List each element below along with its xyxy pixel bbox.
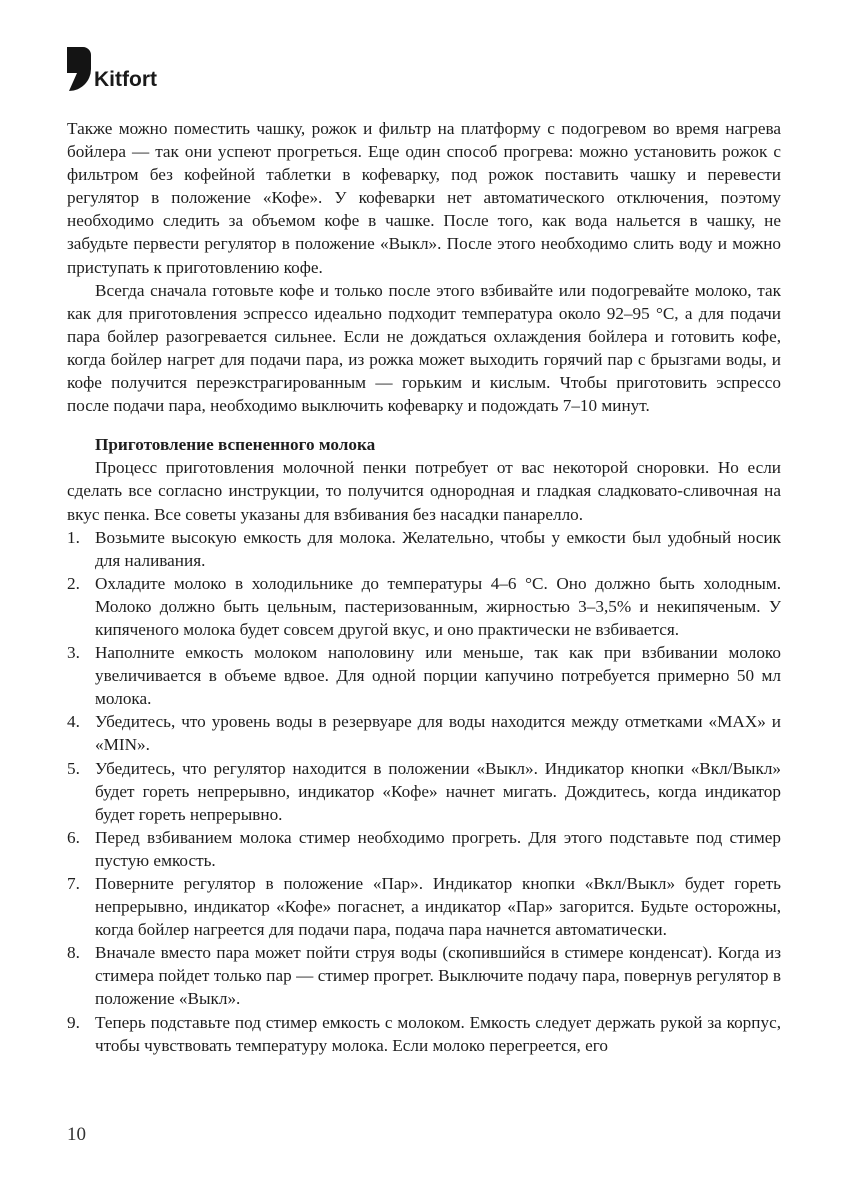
paragraph: Всегда сначала готовьте кофе и только после этого взбивайте или подогревайте молоко, так как для приготовления эспрессо идеально подходит температура около 92–95 °С, а для подачи пара бойлер разогревается сильнее. Если не дождаться охлаждения бойлера и готовить кофе, когда бойлер нагрет для подачи пара, из рожка может выходить горячий пар с брызгами воды, и кофе получится переэкстрагированным — горьким и кислым. Чтобы приготовить эспрессо после подачи пара, необходимо выключить кофеварку и подождать 7–10 минут. (67, 280, 781, 416)
steps-list (67, 526, 781, 1057)
list-item (67, 641, 781, 710)
list-item-text: Наполните емкость молоком наполовину или меньше, так как при взбивании молоко увеличивается в объеме вдвое. Для одной порции капучино потребуется примерно 50 мл молока. (95, 643, 781, 709)
list-item (67, 526, 781, 572)
brand-name: Kitfort (94, 68, 157, 91)
list-item (67, 826, 781, 872)
paragraph: Также можно поместить чашку, рожок и фильтр на платформу с подогревом во время нагрева бойлера — так они успеют прогреться. Еще один способ прогрева: можно установить рожок с фильтром без кофейной таблетки в кофеварку, под рожок поставить чашку и перевести регулятор в положение «Кофе». У кофеварки нет автоматического отключения, поэтому необходимо следить за объемом кофе в чашке. После того, как вода нальется в чашку, не забудьте первести регулятор в положение «Выкл». После этого необходимо слить воду и можно приступать к приготовлению кофе. (67, 119, 781, 277)
list-item-number: 1. (67, 527, 80, 547)
list-item-number: 3. (67, 643, 80, 663)
page-number: 10 (67, 1124, 86, 1145)
list-item-number: 9. (67, 1012, 80, 1032)
kitfort-logo-icon (67, 47, 91, 91)
list-item-text: Перед взбиванием молока стимер необходимо прогреть. Для этого подставьте под стимер пустую емкость. (95, 827, 781, 870)
list-item-text: Убедитесь, что уровень воды в резервуаре для воды находится между отметками «MAX» и «MIN». (95, 712, 781, 755)
list-item-number: 7. (67, 874, 80, 893)
section-intro: Процесс приготовления молочной пенки потребует от вас некоторой сноровки. Но если сделать все согласно инструкции, то получится однородная и гладкая сладковато-сливочная на вкус пенка. Все советы указаны для взбивания без насадки панарелло. (67, 458, 781, 524)
list-item-text: Убедитесь, что регулятор находится в положении «Выкл». Индикатор кнопки «Вкл/Выкл» будет гореть непрерывно, индикатор «Кофе» начнет мигать. Дождитесь, когда индикатор будет гореть непрерывно. (95, 758, 781, 824)
list-item-text: Вначале вместо пара может пойти струя воды (скопившийся в стимере конденсат). Когда из стимера пойдет только пар — стимер прогрет. Выключите подачу пара, повернув регулятор в положение «Выкл». (95, 943, 781, 1009)
list-item-text: Теперь подставьте под стимер емкость с молоком. Емкость следует держать рукой за корпус, чтобы чувствовать температуру молока. Если молоко перегреется, его (95, 1012, 781, 1055)
list-item (67, 872, 781, 941)
list-item-text: Поверните регулятор в положение «Пар». Индикатор кнопки «Вкл/Выкл» будет гореть непрерывно, индикатор «Кофе» погаснет, а индикатор «Пар» загорится. Будьте осторожны, когда бойлер нагреется для подачи пара, подача пара начнется автоматически. (95, 874, 781, 940)
list-item (67, 710, 781, 756)
list-item (67, 941, 781, 1010)
list-item-number: 2. (67, 573, 80, 593)
list-item-number: 6. (67, 827, 80, 847)
document-body (67, 117, 781, 1057)
list-item (67, 757, 781, 826)
list-item-number: 8. (67, 943, 80, 963)
list-item-number: 4. (67, 712, 80, 732)
list-item-number: 5. (67, 758, 80, 778)
section-heading: Приготовление вспененного молока (95, 435, 376, 455)
list-item-text: Охладите молоко в холодильнике до температуры 4–6 °С. Оно должно быть холодным. Молоко должно быть цельным, пастеризованным, жирностью 3–3,5% и некипяченым. У кипяченого молока будет совсем другой вкус, и оно практически не взбивается. (95, 573, 781, 639)
list-item (67, 572, 781, 641)
list-item (67, 1011, 781, 1057)
list-item-text: Возьмите высокую емкость для молока. Желательно, чтобы у емкости был удобный носик для наливания. (95, 527, 781, 570)
brand-logo (67, 47, 157, 91)
